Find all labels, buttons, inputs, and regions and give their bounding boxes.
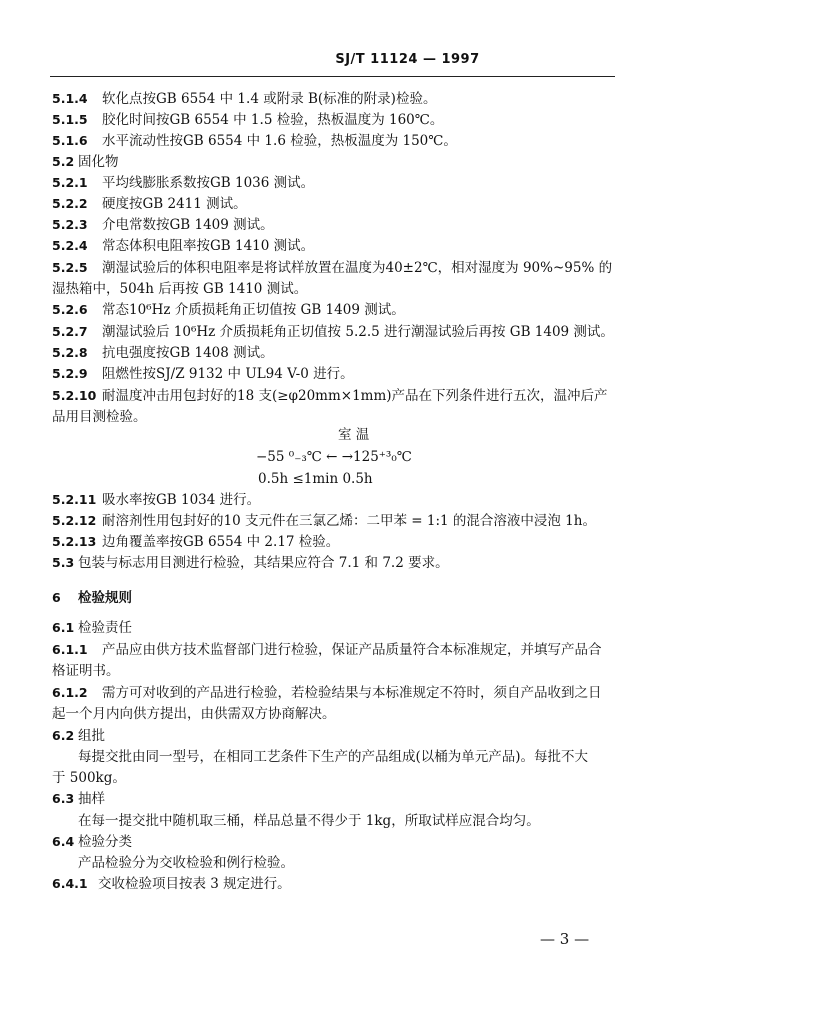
clause-5-2-13 [52, 532, 339, 552]
section-title: 检验规则 [78, 590, 132, 606]
clause-6-1-2 [52, 683, 602, 703]
clause-number: 5.2.13 [52, 534, 97, 549]
clause-text: 格证明书。 [52, 663, 120, 679]
clause-text: 起一个月内向供方提出，由供需双方协商解决。 [52, 706, 336, 722]
clause-5-2-5 [52, 258, 612, 278]
clause-5-3 [52, 553, 449, 573]
clause-number: 5.3 [52, 555, 75, 570]
clause-6-4-body [78, 853, 294, 873]
clause-6-3-body [78, 811, 540, 831]
clause-number: 5.2.12 [52, 513, 97, 528]
clause-number: 6.4.1 [52, 876, 88, 891]
clause-text: 硬度按GB 2411 测试。 [102, 196, 247, 212]
clause-text: 于 500kg。 [52, 770, 126, 786]
clause-text: 交收检验项目按表 3 规定进行。 [98, 876, 291, 892]
clause-text: 常态10⁶Hz 介质损耗角正切值按 GB 1409 测试。 [102, 302, 405, 318]
clause-text: 介电常数按GB 1409 测试。 [102, 217, 274, 233]
clause-text: 阻燃性按SJ/Z 9132 中 UL94 V-0 进行。 [102, 366, 354, 382]
clause-text: 每提交批由同一型号，在相同工艺条件下生产的产品组成(以桶为单元产品)。每批不大 [78, 749, 589, 765]
clause-5-2 [52, 152, 119, 172]
clause-text: 检验责任 [78, 620, 132, 636]
clause-5-2-10 [52, 386, 608, 406]
clause-text: 产品检验分为交收检验和例行检验。 [78, 855, 294, 871]
clause-text: 检验分类 [78, 834, 132, 850]
clause-number: 6.1.1 [52, 642, 88, 657]
clause-6-1-1 [52, 640, 602, 660]
clause-text: 软化点按GB 6554 中 1.4 或附录 B(标准的附录)检验。 [102, 91, 437, 107]
clause-5-2-11 [52, 490, 260, 510]
clause-5-2-10-continued [52, 407, 147, 427]
clause-5-1-6 [52, 131, 457, 151]
cycle-time-line: 0.5h ≤1min 0.5h [258, 471, 373, 487]
clause-number: 5.1.6 [52, 133, 88, 148]
clause-5-2-9 [52, 364, 354, 384]
clause-5-2-1 [52, 173, 314, 193]
clause-6-4 [52, 832, 132, 852]
clause-number: 5.2.3 [52, 217, 88, 232]
clause-number: 5.2.4 [52, 238, 88, 253]
clause-text: 潮湿试验后的体积电阻率是将试样放置在温度为40±2℃，相对湿度为 90%~95% 的 [102, 260, 613, 276]
clause-6-4-1 [52, 874, 291, 894]
clause-number: 5.2.5 [52, 260, 88, 275]
clause-6-2-body [78, 747, 588, 767]
clause-text: 潮湿试验后 10⁶Hz 介质损耗角正切值按 5.2.5 进行潮湿试验后再按 GB 1409 测试。 [102, 324, 614, 340]
cycle-temperature-line: −55 ⁰₋₃℃ ← →125⁺³₀℃ [256, 449, 412, 465]
clause-5-1-5 [52, 110, 443, 130]
clause-5-2-6 [52, 300, 405, 320]
clause-text: 平均线膨胀系数按GB 1036 测试。 [102, 175, 315, 191]
clause-number: 5.2.2 [52, 196, 88, 211]
clause-number: 6.2 [52, 728, 75, 743]
clause-text: 耐溶剂性用包封好的10 支元件在三氯乙烯：二甲苯 = 1:1 的混合溶液中浸泡 1h。 [102, 513, 596, 529]
clause-text: 固化物 [78, 154, 119, 170]
clause-text: 在每一提交批中随机取三桶，样品总量不得少于 1kg，所取试样应混合均匀。 [78, 813, 540, 829]
clause-text: 抗电强度按GB 1408 测试。 [102, 345, 274, 361]
clause-5-2-5-continued [52, 279, 307, 299]
cycle-room-temp-label: 室 温 [338, 427, 370, 443]
clause-5-2-7 [52, 322, 614, 342]
clause-number: 5.2.10 [52, 388, 97, 403]
clause-number: 5.2 [52, 154, 75, 169]
standard-code-header: SJ/T 11124 — 1997 [335, 52, 480, 67]
clause-text: 包装与标志用目测进行检验，其结果应符合 7.1 和 7.2 要求。 [78, 555, 449, 571]
clause-number: 5.1.5 [52, 112, 88, 127]
clause-5-2-12 [52, 511, 596, 531]
clause-5-2-2 [52, 194, 247, 214]
clause-text: 常态体积电阻率按GB 1410 测试。 [102, 238, 315, 254]
clause-6-2-body-continued [52, 768, 126, 788]
clause-number: 6.1.2 [52, 685, 88, 700]
clause-5-1-4 [52, 89, 436, 109]
clause-number: 5.2.9 [52, 366, 88, 381]
clause-6-3 [52, 789, 105, 809]
clause-text: 组批 [78, 728, 105, 744]
clause-text: 需方可对收到的产品进行检验，若检验结果与本标准规定不符时，须自产品收到之日 [102, 685, 602, 701]
clause-text: 边角覆盖率按GB 6554 中 2.17 检验。 [102, 534, 340, 550]
clause-5-2-3 [52, 215, 274, 235]
clause-text: 品用目测检验。 [52, 409, 147, 425]
section-number: 6 [52, 590, 61, 605]
page-number: — 3 — [540, 930, 590, 948]
clause-6-2 [52, 726, 105, 746]
clause-number: 6.1 [52, 620, 75, 635]
section-6-title [52, 588, 132, 608]
clause-6-1-1-continued [52, 661, 120, 681]
clause-text: 水平流动性按GB 6554 中 1.6 检验，热板温度为 150℃。 [102, 133, 457, 149]
clause-text: 吸水率按GB 1034 进行。 [102, 492, 261, 508]
clause-number: 6.3 [52, 791, 75, 806]
clause-text: 耐温度冲击用包封好的18 支(≥φ20mm×1mm)产品在下列条件进行五次，温冲后产 [102, 388, 608, 404]
clause-5-2-4 [52, 236, 314, 256]
header-rule [50, 76, 615, 77]
clause-number: 5.2.8 [52, 345, 88, 360]
clause-text: 抽样 [78, 791, 105, 807]
clause-6-1-2-continued [52, 704, 336, 724]
clause-text: 产品应由供方技术监督部门进行检验，保证产品质量符合本标准规定，并填写产品合 [102, 642, 602, 658]
clause-text: 胶化时间按GB 6554 中 1.5 检验，热板温度为 160℃。 [102, 112, 444, 128]
clause-number: 5.2.1 [52, 175, 88, 190]
clause-number: 5.1.4 [52, 91, 88, 106]
clause-number: 5.2.7 [52, 324, 88, 339]
clause-number: 6.4 [52, 834, 75, 849]
clause-number: 5.2.11 [52, 492, 97, 507]
clause-number: 5.2.6 [52, 302, 88, 317]
clause-text: 湿热箱中，504h 后再按 GB 1410 测试。 [52, 281, 308, 297]
clause-5-2-8 [52, 343, 274, 363]
clause-6-1 [52, 618, 132, 638]
